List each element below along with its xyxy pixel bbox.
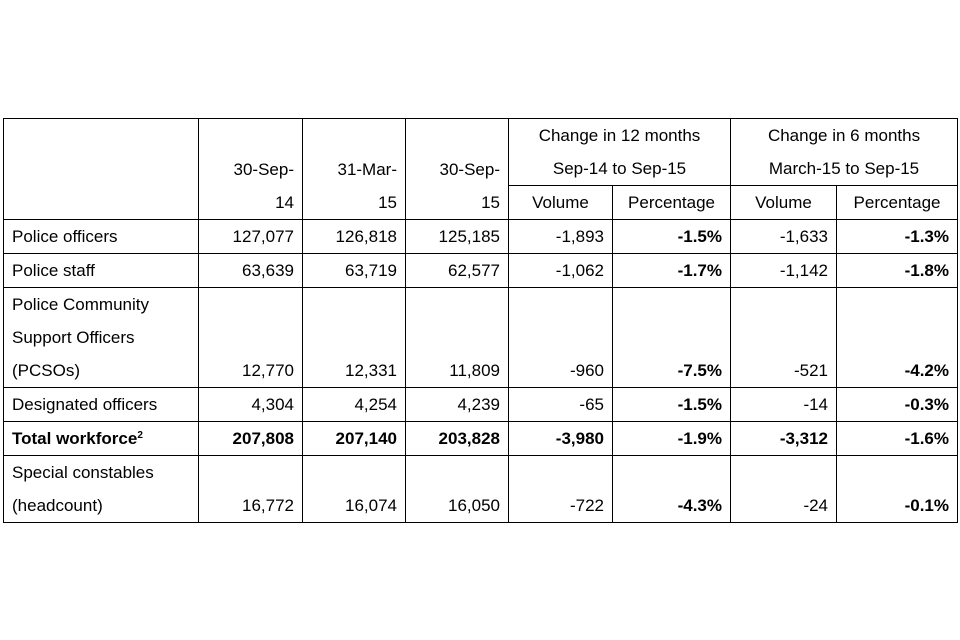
table-cell: -1,633 <box>731 220 837 254</box>
table-cell: 63,719 <box>303 254 406 288</box>
table-cell: -1.5% <box>613 388 731 422</box>
subheader-percentage-12: Percentage <box>613 186 731 220</box>
col-header-30-sep-15 <box>406 119 509 220</box>
table-cell: 4,254 <box>303 388 406 422</box>
table-cell: -1,142 <box>731 254 837 288</box>
group-header-line: March-15 to Sep-15 <box>768 159 920 178</box>
table-cell: -65 <box>509 388 613 422</box>
table-cell: 207,140 <box>303 422 406 456</box>
workforce-table <box>3 118 958 523</box>
row-label <box>4 288 199 388</box>
table-cell: 11,809 <box>406 288 509 388</box>
col-header-line: 31-Mar- <box>337 160 397 179</box>
table-cell: 126,818 <box>303 220 406 254</box>
row-label-line: (PCSOs) <box>12 361 80 380</box>
col-header-31-mar-15 <box>303 119 406 220</box>
table-cell: -7.5% <box>613 288 731 388</box>
row-label-line <box>12 422 190 455</box>
table-row <box>4 388 958 422</box>
table-cell: 62,577 <box>406 254 509 288</box>
table-cell: 16,074 <box>303 456 406 523</box>
subheader-volume-6: Volume <box>731 186 837 220</box>
row-label-line: Special constables <box>12 463 154 482</box>
table-cell: 125,185 <box>406 220 509 254</box>
table-cell: 12,770 <box>199 288 303 388</box>
table-cell: 207,808 <box>199 422 303 456</box>
row-label <box>4 220 199 254</box>
table-cell: -1.5% <box>613 220 731 254</box>
table-cell: -1.9% <box>613 422 731 456</box>
table-cell: 12,331 <box>303 288 406 388</box>
col-header-line: 30-Sep- <box>233 160 294 179</box>
subheader-percentage-6: Percentage <box>837 186 958 220</box>
table-cell: -4.2% <box>837 288 958 388</box>
table-cell: -722 <box>509 456 613 523</box>
table-row <box>4 254 958 288</box>
footnote-marker: 2 <box>137 430 143 441</box>
table-row <box>4 288 958 388</box>
table-cell: -1.3% <box>837 220 958 254</box>
table-cell: 203,828 <box>406 422 509 456</box>
table-cell: -1.6% <box>837 422 958 456</box>
table-row <box>4 422 958 456</box>
group-header-line: Change in 6 months <box>767 126 921 145</box>
corner-cell <box>4 119 199 220</box>
group-header-6-months <box>731 119 958 186</box>
row-label-line: Support Officers <box>12 328 135 347</box>
col-header-line: 15 <box>378 193 397 212</box>
table-cell: -0.3% <box>837 388 958 422</box>
table-cell: 4,239 <box>406 388 509 422</box>
table-cell: -3,980 <box>509 422 613 456</box>
table-cell: 16,772 <box>199 456 303 523</box>
row-label-line: Designated officers <box>12 395 158 414</box>
table-cell: -1,893 <box>509 220 613 254</box>
col-header-line: 14 <box>275 193 294 212</box>
table-cell: 16,050 <box>406 456 509 523</box>
row-label-line: (headcount) <box>12 496 103 515</box>
table-cell: -14 <box>731 388 837 422</box>
row-label-line: Police officers <box>12 227 118 246</box>
row-label <box>4 388 199 422</box>
table-cell: 4,304 <box>199 388 303 422</box>
table-row <box>4 220 958 254</box>
table-cell: -1,062 <box>509 254 613 288</box>
row-label-line: Police staff <box>12 261 95 280</box>
col-header-line: 30-Sep- <box>439 160 500 179</box>
group-header-line: Change in 12 months <box>538 126 701 145</box>
col-header-line: 15 <box>481 193 500 212</box>
row-label <box>4 254 199 288</box>
table-row <box>4 456 958 523</box>
row-label-line: Police Community <box>12 295 149 314</box>
table-cell: -4.3% <box>613 456 731 523</box>
row-label-text: Total workforce <box>12 429 138 448</box>
table-cell: -1.7% <box>613 254 731 288</box>
table-cell: -960 <box>509 288 613 388</box>
table-cell: -0.1% <box>837 456 958 523</box>
col-header-30-sep-14 <box>199 119 303 220</box>
subheader-volume-12: Volume <box>509 186 613 220</box>
table-cell: -24 <box>731 456 837 523</box>
table-cell: 127,077 <box>199 220 303 254</box>
table-cell: -3,312 <box>731 422 837 456</box>
table-cell: -521 <box>731 288 837 388</box>
group-header-line: Sep-14 to Sep-15 <box>552 159 687 178</box>
row-label <box>4 422 199 456</box>
table-cell: -1.8% <box>837 254 958 288</box>
row-label <box>4 456 199 523</box>
table-cell: 63,639 <box>199 254 303 288</box>
group-header-12-months <box>509 119 731 186</box>
